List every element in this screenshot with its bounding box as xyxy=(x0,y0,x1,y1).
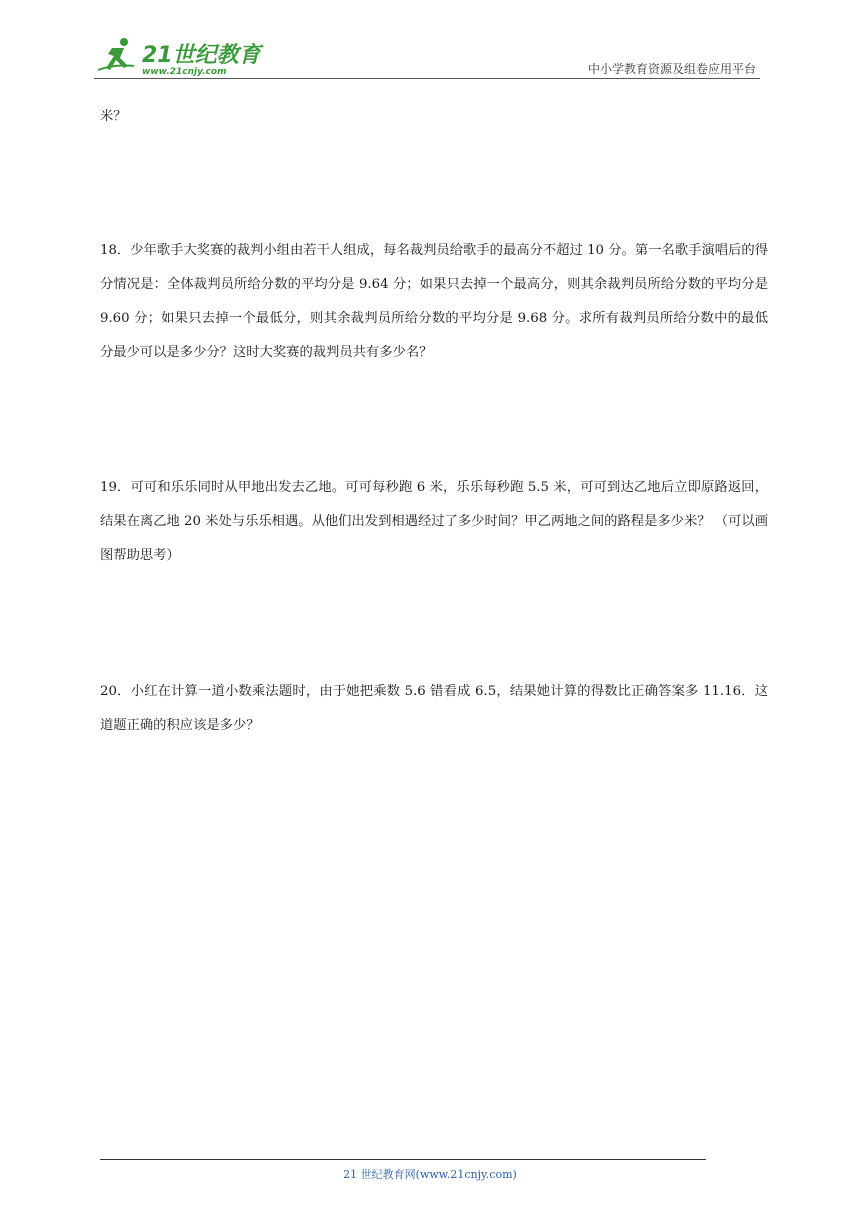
platform-name: 中小学教育资源及组卷应用平台 xyxy=(587,62,756,76)
footer-link[interactable]: 21 世纪教育网(www.21cnjy.com) xyxy=(343,1168,517,1181)
logo-url: www.21cnjy.com xyxy=(142,67,227,77)
header-divider xyxy=(94,78,760,79)
previous-question-continuation: 米？ xyxy=(100,109,127,124)
question-19: 19．可可和乐乐同时从甲地出发去乙地。可可每秒跑 6 米，乐乐每秒跑 5.5 米，可可到达乙地后立即原路返回，结果在离乙地 20 米处与乐乐相遇。从他们出发到相遇经过了多少时间？甲乙两地之间的路程是多少米？ （可以画图帮助思考） xyxy=(100,480,768,563)
runner-logo-icon xyxy=(94,36,264,78)
page-header xyxy=(0,0,860,80)
logo xyxy=(94,36,264,78)
logo-text: 21世纪教育 xyxy=(142,43,261,68)
footer-divider xyxy=(100,1159,706,1160)
question-18: 18．少年歌手大奖赛的裁判小组由若干人组成，每名裁判员给歌手的最高分不超过 10 分。第一名歌手演唱后的得分情况是：全体裁判员所给分数的平均分是 9.64 分；如果只去掉一个最高分，则其余裁判员所给分数的平均分是 9.60 分；如果只去掉一个最低分，则其余裁判员所给分数的平均分是 9.68 分。求所有裁判员所给分数中的最低分最少可以是多少分？这时大奖赛的裁判员共有多少名？ xyxy=(100,243,768,360)
question-20: 20．小红在计算一道小数乘法题时，由于她把乘数 5.6 错看成 6.5，结果她计算的得数比正确答案多 11.16．这道题正确的积应该是多少？ xyxy=(100,684,768,733)
